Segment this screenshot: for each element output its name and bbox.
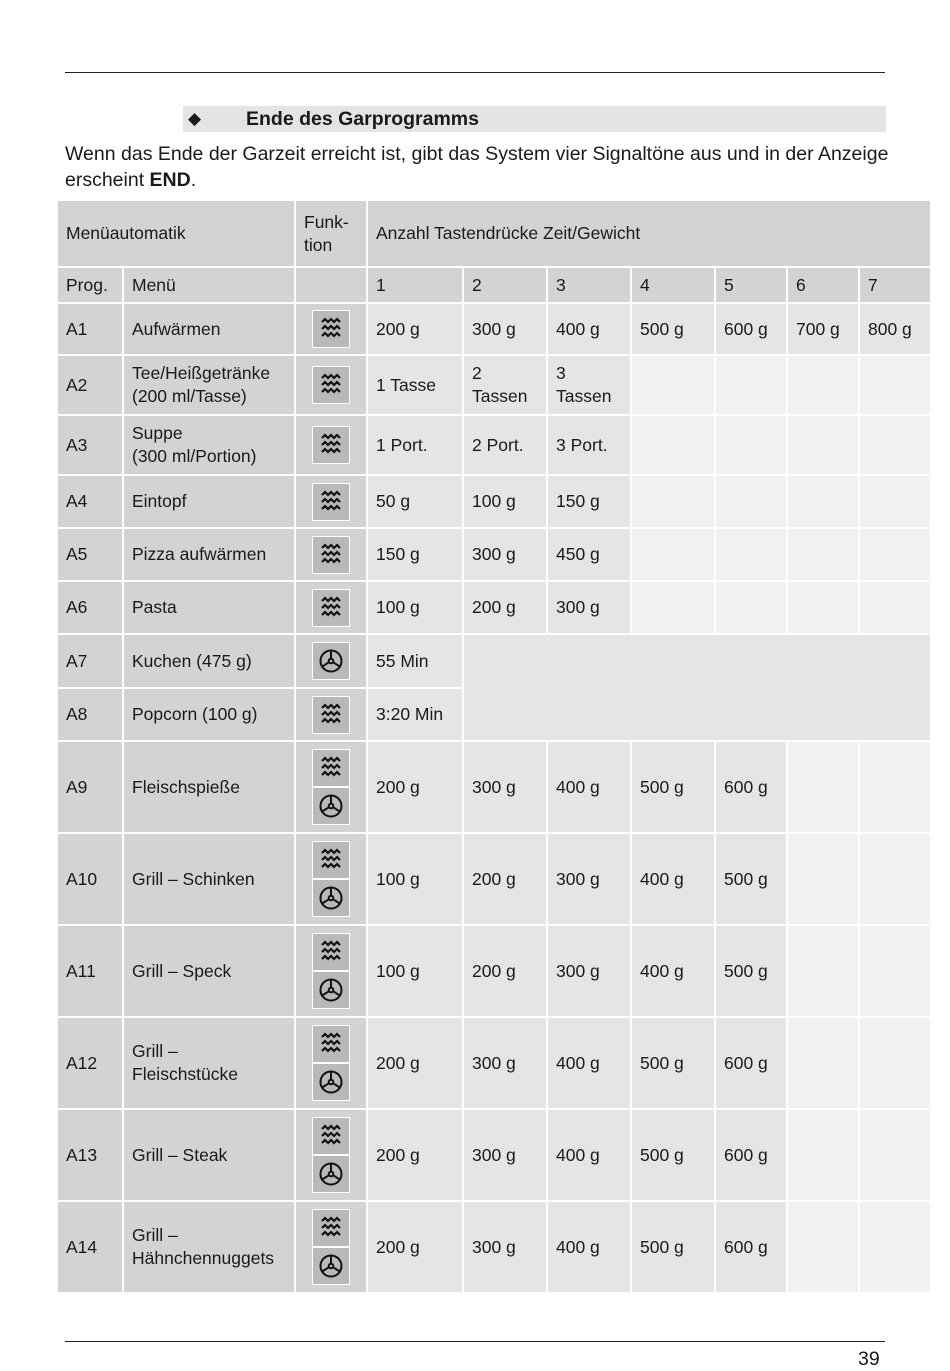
menu-line: Hähnchennuggets [132,1248,275,1268]
bottom-rule [65,1341,885,1342]
microwave-icon [312,933,350,971]
fan-icon [312,1155,350,1193]
top-rule [65,72,885,73]
value-cell: 500 g [631,303,715,355]
menu-line: Pasta [132,597,177,617]
prog-cell: A14 [57,1201,123,1293]
menu-cell [123,925,295,1017]
value-cell: 300 g [463,528,547,581]
subheader-col-6: 6 [787,267,859,303]
empty-cell [787,1201,859,1293]
empty-cell [715,415,787,475]
empty-cell [787,1017,859,1109]
value-cell: 500 g [631,1109,715,1201]
value-cell: 500 g [715,833,787,925]
header-function-line1: Funk- [304,211,349,232]
value-cell: 150 g [547,475,631,528]
subheader-col-4: 4 [631,267,715,303]
empty-cell [859,1201,931,1293]
empty-cell [859,355,931,415]
microwave-icon [312,366,350,404]
header-function [295,200,367,267]
menu-table [56,199,932,1294]
value-cell: 800 g [859,303,931,355]
empty-cell [631,355,715,415]
empty-cell [787,741,859,833]
empty-merged-cell [463,634,931,741]
function-cell [295,475,367,528]
empty-cell [859,475,931,528]
microwave-icon [312,1209,350,1247]
menu-cell [123,1109,295,1201]
menu-cell [123,1017,295,1109]
value-cell: 400 g [631,925,715,1017]
value-cell: 200 g [463,833,547,925]
empty-cell [715,581,787,634]
value-cell: 600 g [715,741,787,833]
fan-icon [312,787,350,825]
empty-cell [787,581,859,634]
value-cell: 1 Tasse [367,355,463,415]
value-cell: 450 g [547,528,631,581]
value-cell: 400 g [547,1017,631,1109]
prog-cell: A2 [57,355,123,415]
value-cell: 300 g [463,741,547,833]
function-cell [295,581,367,634]
page-number: 39 [858,1348,880,1370]
section-title: Ende des Garprogramms [246,108,479,130]
value-cell: 2 Tassen [463,355,547,415]
value-cell: 100 g [367,925,463,1017]
prog-cell: A4 [57,475,123,528]
empty-cell [631,475,715,528]
menu-line: Tee/Heißgetränke [132,363,271,383]
menu-cell [123,741,295,833]
value-cell: 600 g [715,1201,787,1293]
function-cell [295,303,367,355]
microwave-icon [312,749,350,787]
function-cell [295,415,367,475]
function-cell [295,741,367,833]
empty-cell [859,528,931,581]
value-cell: 300 g [463,1109,547,1201]
value-cell: 100 g [367,581,463,634]
value-cell: 100 g [463,475,547,528]
value-cell: 400 g [547,741,631,833]
menu-line: Grill – Speck [132,960,232,981]
value-cell: 600 g [715,1017,787,1109]
microwave-icon [312,589,350,627]
table-row [57,355,931,415]
fan-icon [312,642,350,680]
menu-line: Fleischstücke [132,1064,239,1084]
value-cell: 200 g [463,925,547,1017]
function-cell [295,1201,367,1293]
table-row [57,1109,931,1201]
value-cell: 300 g [547,833,631,925]
intro-paragraph [65,141,895,193]
fan-icon [312,1247,350,1285]
value-cell: 400 g [547,1201,631,1293]
intro-end-code: END [149,169,191,191]
menu-cell [123,475,295,528]
empty-cell [715,528,787,581]
diamond-bullet-icon: ◆ [188,109,202,128]
table-row [57,528,931,581]
menu-cell [123,528,295,581]
microwave-icon [312,536,350,574]
value-cell: 300 g [463,1201,547,1293]
microwave-icon [312,841,350,879]
value-cell: 400 g [547,303,631,355]
value-cell: 200 g [367,303,463,355]
menu-cell [123,634,295,688]
value-cell: 400 g [631,833,715,925]
subheader-col-3: 3 [547,267,631,303]
prog-cell: A8 [57,688,123,741]
prog-cell: A5 [57,528,123,581]
prog-cell: A12 [57,1017,123,1109]
empty-cell [859,925,931,1017]
value-cell: 400 g [547,1109,631,1201]
menu-cell [123,581,295,634]
value-cell: 200 g [367,1201,463,1293]
microwave-icon [312,1025,350,1063]
fan-icon [312,879,350,917]
function-cell [295,1109,367,1201]
table-subheader-row [57,267,931,303]
empty-cell [859,581,931,634]
menu-line: Aufwärmen [132,318,221,339]
empty-cell [787,415,859,475]
fan-icon [312,971,350,1009]
menu-cell [123,688,295,741]
value-cell: 500 g [631,1017,715,1109]
value-cell: 300 g [463,303,547,355]
value-cell: 200 g [367,1017,463,1109]
menu-line: Grill – [132,1225,178,1245]
value-cell: 700 g [787,303,859,355]
value-cell: 500 g [715,925,787,1017]
prog-cell: A11 [57,925,123,1017]
empty-cell [631,415,715,475]
microwave-icon [312,483,350,521]
value-cell: 300 g [463,1017,547,1109]
empty-cell [715,355,787,415]
empty-cell [787,528,859,581]
empty-cell [859,741,931,833]
value-cell: 50 g [367,475,463,528]
value-cell: 200 g [463,581,547,634]
empty-cell [859,1017,931,1109]
empty-cell [787,925,859,1017]
intro-tail: . [190,169,197,191]
value-cell: 3 Tassen [547,355,631,415]
value-cell: 300 g [547,581,631,634]
menu-cell [123,833,295,925]
value-cell: 100 g [367,833,463,925]
value-cell: 600 g [715,303,787,355]
prog-cell: A6 [57,581,123,634]
value-cell: 200 g [367,741,463,833]
header-menu-automatic: Menüautomatik [57,200,295,267]
function-cell [295,634,367,688]
menu-line: Grill – Schinken [132,868,255,889]
value-cell: 500 g [631,1201,715,1293]
value-cell: 600 g [715,1109,787,1201]
prog-cell: A7 [57,634,123,688]
value-cell: 200 g [367,1109,463,1201]
function-cell [295,528,367,581]
prog-cell: A1 [57,303,123,355]
section-heading [183,106,886,132]
table-row [57,581,931,634]
value-cell: 300 g [547,925,631,1017]
table-row [57,303,931,355]
empty-cell [631,528,715,581]
menu-line: (300 ml/Portion) [132,446,257,466]
table-row [57,833,931,925]
menu-line: Fleischspieße [132,776,240,797]
menu-line: (200 ml/Tasse) [132,386,247,406]
value-cell: 3:20 Min [367,688,463,741]
menu-cell [123,415,295,475]
empty-cell [859,415,931,475]
menu-line: Pizza aufwärmen [132,544,267,564]
function-cell [295,833,367,925]
subheader-col-5: 5 [715,267,787,303]
menu-line: Suppe [132,423,183,443]
menu-line: Popcorn (100 g) [132,704,258,724]
function-cell [295,925,367,1017]
empty-cell [787,475,859,528]
menu-cell [123,303,295,355]
table-row [57,475,931,528]
subheader-col-7: 7 [859,267,931,303]
menu-line: Eintopf [132,491,187,511]
microwave-icon [312,696,350,734]
table-row [57,634,931,688]
subheader-menu: Menü [123,267,295,303]
intro-text: Wenn das Ende der Garzeit erreicht ist, gibt das System vier Signaltöne aus und in der Anzeige erscheint [65,143,889,191]
header-press-count: Anzahl Tastendrücke Zeit/Gewicht [367,200,931,267]
value-cell: 150 g [367,528,463,581]
subheader-col-2: 2 [463,267,547,303]
value-cell: 2 Port. [463,415,547,475]
menu-line: Grill – Steak [132,1144,228,1165]
fan-icon [312,1063,350,1101]
microwave-icon [312,426,350,464]
empty-cell [715,475,787,528]
prog-cell: A9 [57,741,123,833]
prog-cell: A13 [57,1109,123,1201]
subheader-function-empty [295,267,367,303]
empty-cell [787,1109,859,1201]
subheader-col-1: 1 [367,267,463,303]
table-row [57,1017,931,1109]
value-cell: 3 Port. [547,415,631,475]
value-cell: 1 Port. [367,415,463,475]
table-row [57,1201,931,1293]
menu-table-body [57,200,931,1293]
empty-cell [787,833,859,925]
prog-cell: A10 [57,833,123,925]
empty-cell [859,833,931,925]
function-cell [295,1017,367,1109]
function-cell [295,688,367,741]
value-cell: 55 Min [367,634,463,688]
empty-cell [631,581,715,634]
microwave-icon [312,1117,350,1155]
prog-cell: A3 [57,415,123,475]
menu-line: Grill – [132,1041,178,1061]
table-row [57,741,931,833]
value-cell: 500 g [631,741,715,833]
empty-cell [787,355,859,415]
table-header-row [57,200,931,267]
menu-cell [123,1201,295,1293]
header-function-line2: tion [304,234,333,255]
microwave-icon [312,310,350,348]
table-row [57,925,931,1017]
function-cell [295,355,367,415]
table-row [57,415,931,475]
subheader-prog: Prog. [57,267,123,303]
menu-cell [123,355,295,415]
menu-line: Kuchen (475 g) [132,650,252,671]
empty-cell [859,1109,931,1201]
